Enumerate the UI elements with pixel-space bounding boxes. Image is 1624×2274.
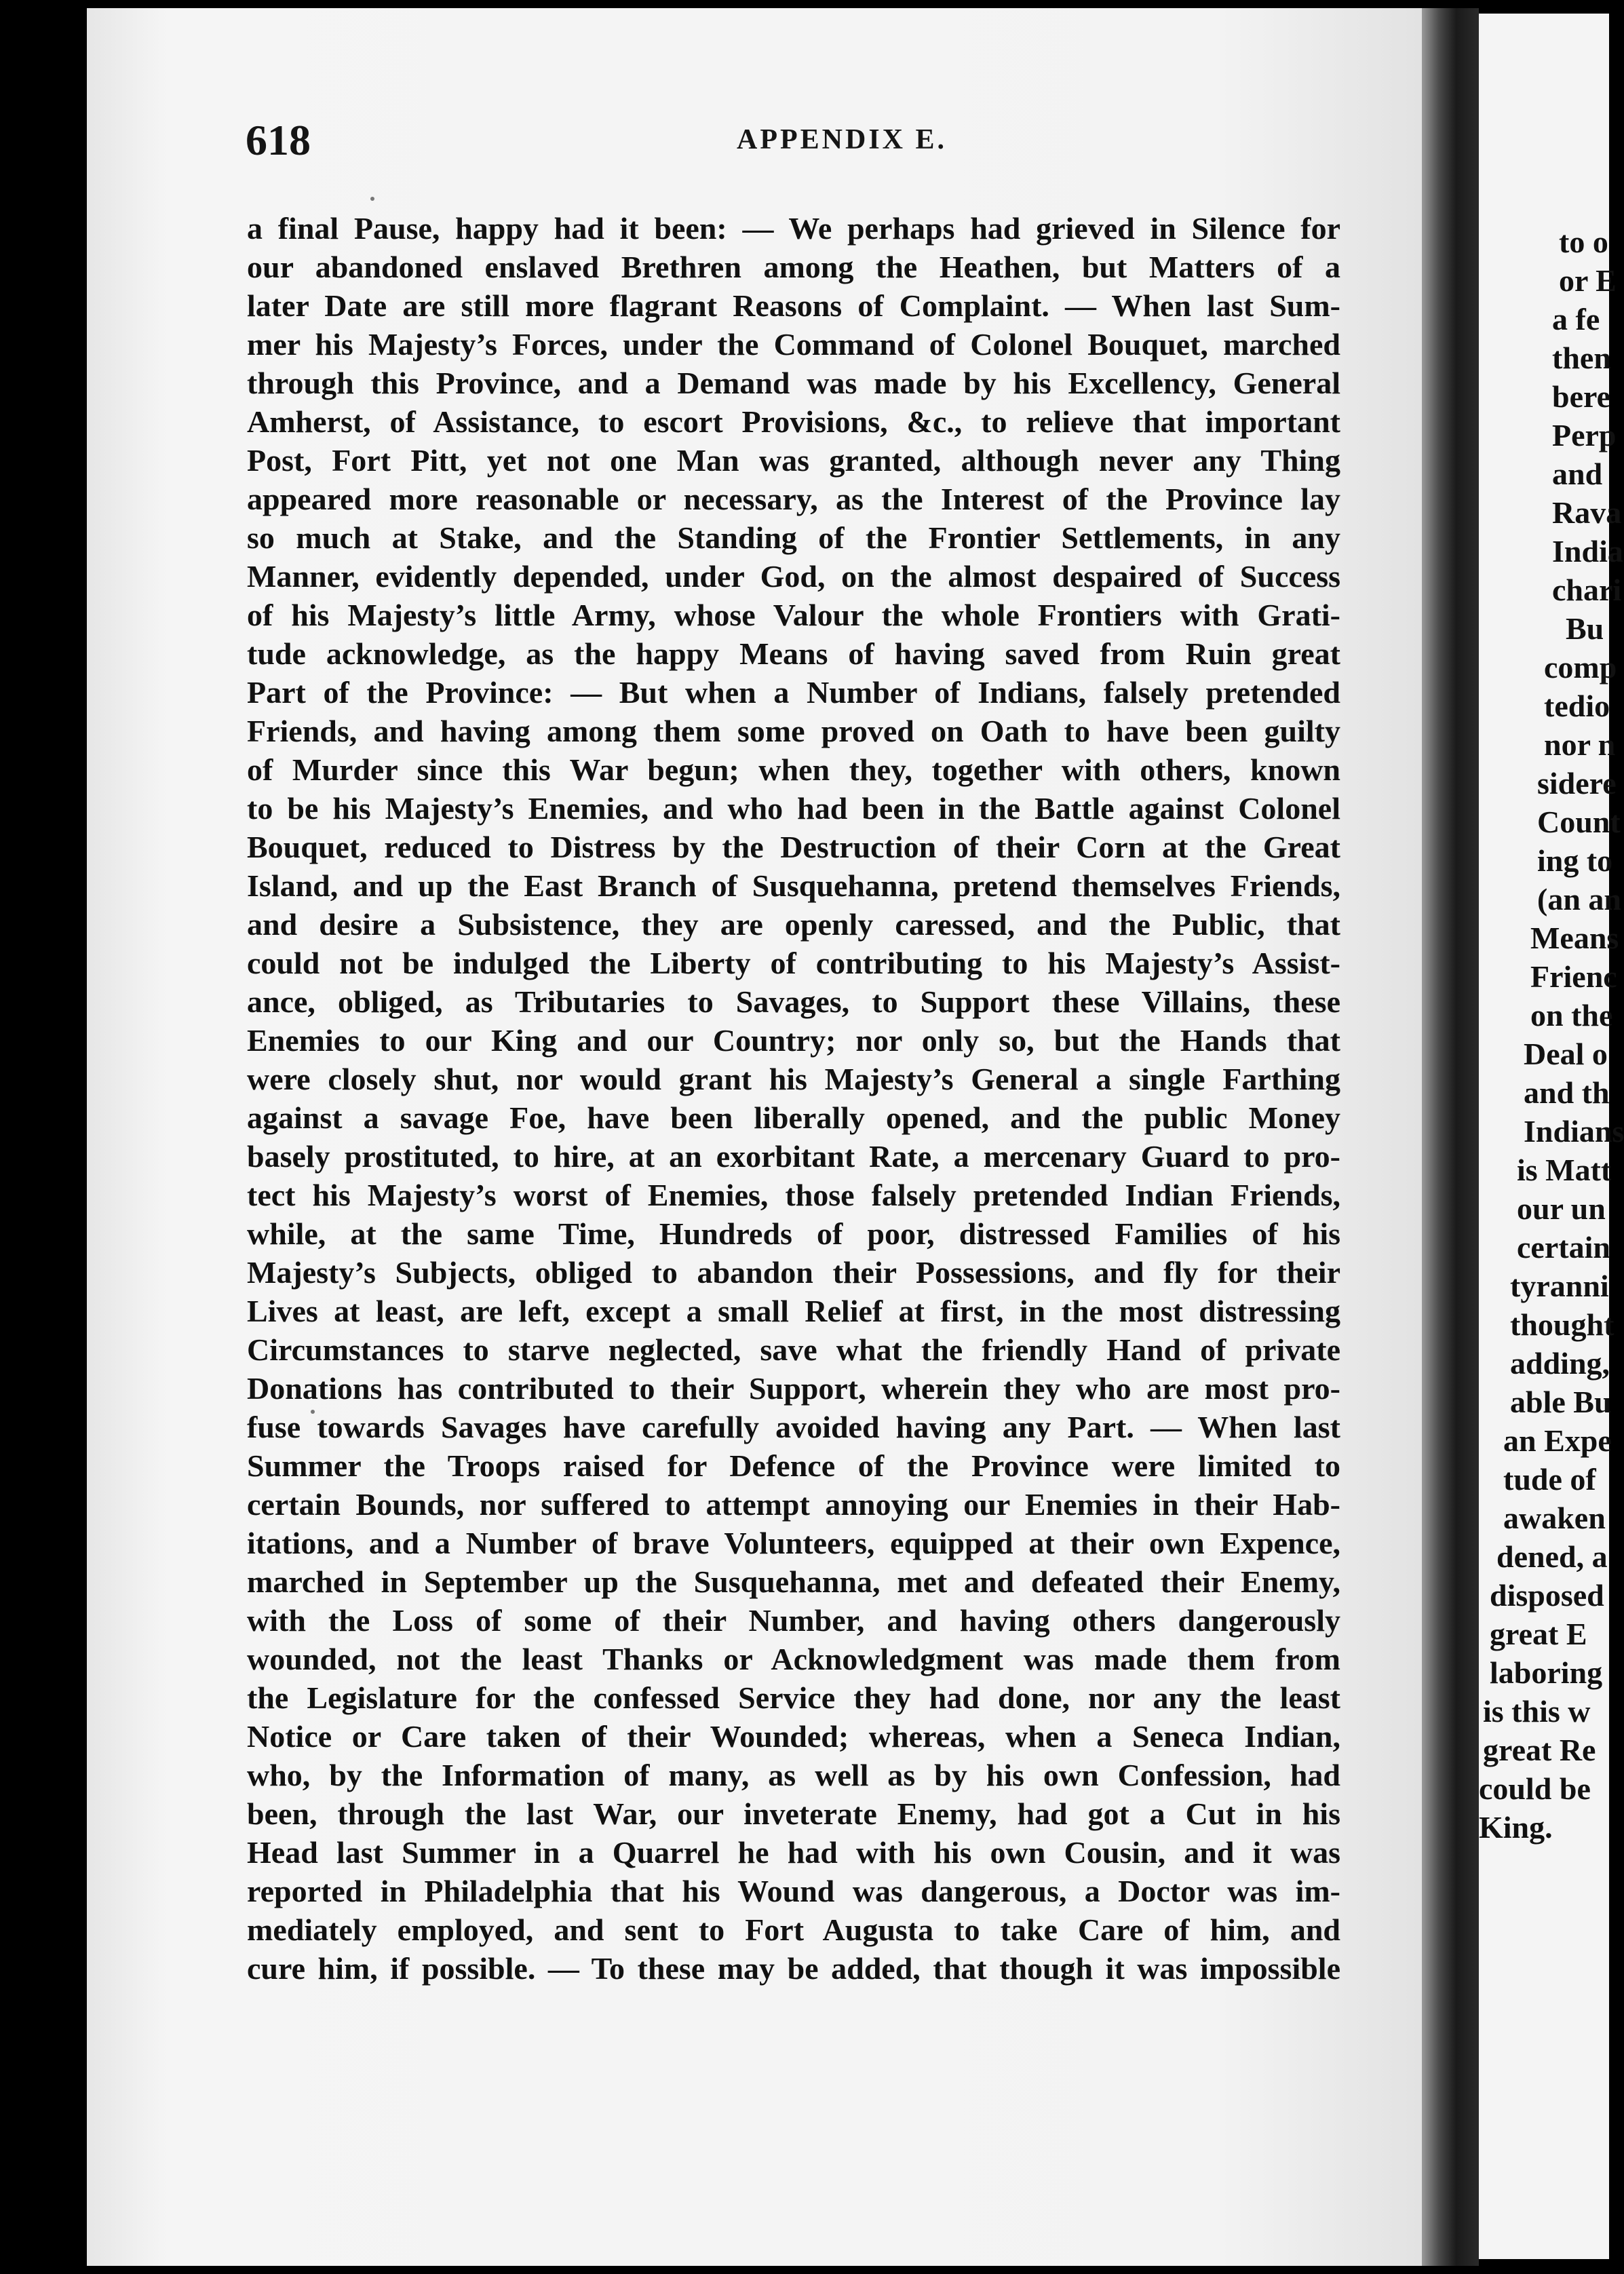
facing-text-line: and th <box>1524 1075 1610 1110</box>
facing-text-line: dened, a <box>1496 1539 1608 1574</box>
text-line: of his Majesty’s little Army, whose Valour the whole Frontiers with Grati- <box>247 598 1340 632</box>
text-line: Lives at least, are left, except a small Relief at first, in the most distressing <box>247 1294 1340 1328</box>
text-line: been, through the last War, our inveterate Enemy, had got a Cut in his <box>247 1796 1340 1831</box>
text-line: Head last Summer in a Quarrel he had with his own Cousin, and it was <box>247 1835 1340 1870</box>
page-number: 618 <box>246 116 311 164</box>
facing-text-line: chari <box>1552 573 1622 607</box>
text-line: Enemies to our King and our Country; nor only so, but the Hands that <box>247 1023 1340 1058</box>
body-text <box>247 209 1340 1988</box>
facing-text-line: great Re <box>1483 1733 1596 1767</box>
text-line: who, by the Information of many, as well as by his own Confession, had <box>247 1758 1340 1792</box>
facing-text-line: tedio <box>1544 689 1610 723</box>
facing-text-line: India <box>1552 534 1623 568</box>
text-line: so much at Stake, and the Standing of the Frontier Settlements, in any <box>247 520 1340 555</box>
text-line: of Murder since this War begun; when they, together with others, known <box>247 752 1340 787</box>
text-line: tect his Majesty’s worst of Enemies, those falsely pretended Indian Friends, <box>247 1178 1340 1212</box>
facing-text-line: laboring <box>1490 1655 1603 1690</box>
facing-text-line: ing to <box>1537 843 1613 878</box>
text-line: a final Pause, happy had it been: — We perhaps had grieved in Silence for <box>247 211 1340 246</box>
text-line: Circumstances to starve neglected, save what the friendly Hand of private <box>247 1332 1340 1367</box>
text-line: Part of the Province: — But when a Number of Indians, falsely pretended <box>247 675 1340 710</box>
right-facing-page <box>1479 14 1624 2259</box>
facing-page-text <box>1479 223 1624 1847</box>
text-line: Amherst, of Assistance, to escort Provisions, &c., to relieve that important <box>247 404 1340 439</box>
facing-text-line: an Expe <box>1503 1423 1612 1458</box>
facing-text-line: or E <box>1559 263 1617 298</box>
text-line: Bouquet, reduced to Distress by the Destruction of their Corn at the Great <box>247 830 1340 864</box>
facing-text-line: (an an <box>1537 882 1621 917</box>
text-line: against a savage Foe, have been liberally opened, and the public Money <box>247 1100 1340 1135</box>
facing-text-line: Rava <box>1552 495 1622 530</box>
text-line: ance, obliged, as Tributaries to Savages, to Support these Villains, these <box>247 984 1340 1019</box>
text-line: basely prostituted, to hire, at an exorbitant Rate, a mercenary Guard to pro- <box>247 1139 1340 1174</box>
facing-text-line: tude of <box>1503 1462 1596 1497</box>
facing-text-line: comp <box>1544 650 1617 685</box>
text-line: marched in September up the Susquehanna, met and defeated their Enemy, <box>247 1564 1340 1599</box>
text-line: were closely shut, nor would grant his Majesty’s General a single Farthing <box>247 1062 1340 1096</box>
text-line: appeared more reasonable or necessary, as the Interest of the Province lay <box>247 482 1340 516</box>
facing-text-line: thought <box>1510 1307 1615 1342</box>
facing-text-line: adding, <box>1510 1346 1610 1381</box>
facing-text-line: then <box>1552 341 1611 375</box>
text-line: certain Bounds, nor suffered to attempt annoying our Enemies in their Hab- <box>247 1487 1340 1522</box>
text-line: tude acknowledge, as the happy Means of having saved from Ruin great <box>247 636 1340 671</box>
text-line: while, at the same Time, Hundreds of poor, distressed Families of his <box>247 1216 1340 1251</box>
facing-text-line: King. <box>1479 1810 1553 1845</box>
text-line: the Legislature for the confessed Service they had done, nor any the least <box>247 1680 1340 1715</box>
facing-text-line: great E <box>1490 1617 1587 1651</box>
text-line: mer his Majesty’s Forces, under the Command of Colonel Bouquet, marched <box>247 327 1340 362</box>
facing-text-line: and <box>1552 457 1603 491</box>
facing-text-line: Count <box>1537 805 1621 839</box>
text-line: wounded, not the least Thanks or Acknowledgment was made them from <box>247 1642 1340 1676</box>
text-line: to be his Majesty’s Enemies, and who had been in the Battle against Colonel <box>247 791 1340 826</box>
page-gutter-shadow <box>1422 8 1479 2266</box>
text-line: and desire a Subsistence, they are openly caressed, and the Public, that <box>247 907 1340 942</box>
facing-text-line: certain <box>1517 1230 1610 1265</box>
facing-text-line: to o <box>1559 225 1608 259</box>
facing-text-line: bere <box>1552 379 1611 414</box>
text-line: Friends, and having among them some proved on Oath to have been guilty <box>247 714 1340 748</box>
facing-text-line: Deal o <box>1524 1037 1608 1071</box>
text-line: Majesty’s Subjects, obliged to abandon their Possessions, and fly for their <box>247 1255 1340 1290</box>
text-line: Summer the Troops raised for Defence of the Province were limited to <box>247 1448 1340 1483</box>
facing-text-line: tyranni <box>1510 1269 1609 1303</box>
facing-text-line: Means <box>1530 921 1619 955</box>
facing-text-line: able Bu <box>1510 1385 1612 1419</box>
text-line: itations, and a Number of brave Volunteers, equipped at their own Expence, <box>247 1526 1340 1560</box>
text-line: Notice or Care taken of their Wounded; whereas, when a Seneca Indian, <box>247 1719 1340 1754</box>
text-line: with the Loss of some of their Number, and having others dangerously <box>247 1603 1340 1638</box>
facing-text-line: our un <box>1517 1191 1606 1226</box>
print-speck <box>370 197 374 201</box>
running-head: APPENDIX E. <box>737 124 948 155</box>
text-line: could not be indulged the Liberty of contributing to his Majesty’s Assist- <box>247 946 1340 980</box>
text-line: later Date are still more flagrant Reasons of Complaint. — When last Sum- <box>247 288 1340 323</box>
facing-text-line: is Matt <box>1517 1153 1612 1187</box>
facing-text-line: disposed <box>1490 1578 1604 1613</box>
text-line: reported in Philadelphia that his Wound was dangerous, a Doctor was im- <box>247 1874 1340 1908</box>
text-line: fuse towards Savages have carefully avoided having any Part. — When last <box>247 1410 1340 1444</box>
text-line: Donations has contributed to their Support, wherein they who are most pro- <box>247 1371 1340 1406</box>
facing-text-line: Frienc <box>1530 959 1617 994</box>
facing-text-line: Perp <box>1552 418 1617 452</box>
facing-text-line: nor n <box>1544 727 1616 762</box>
facing-text-line: a fe <box>1552 302 1600 336</box>
facing-text-line: on the <box>1530 998 1613 1033</box>
text-line: Island, and up the East Branch of Susquehanna, pretend themselves Friends, <box>247 868 1340 903</box>
text-line: Post, Fort Pitt, yet not one Man was granted, although never any Thing <box>247 443 1340 478</box>
facing-text-line: Bu <box>1566 611 1604 646</box>
text-line: cure him, if possible. — To these may be added, that though it was impossible <box>247 1951 1340 1986</box>
text-line: our abandoned enslaved Brethren among the Heathen, but Matters of a <box>247 250 1340 284</box>
facing-text-line: sidere <box>1537 766 1617 801</box>
text-line: through this Province, and a Demand was made by his Excellency, General <box>247 366 1340 400</box>
facing-text-line: is this w <box>1483 1694 1591 1729</box>
text-line: mediately employed, and sent to Fort Augusta to take Care of him, and <box>247 1912 1340 1947</box>
facing-text-line: awaken <box>1503 1501 1606 1535</box>
facing-text-line: could be <box>1479 1771 1591 1806</box>
facing-text-line: Indians <box>1524 1114 1624 1149</box>
text-line: Manner, evidently depended, under God, on the almost despaired of Success <box>247 559 1340 594</box>
